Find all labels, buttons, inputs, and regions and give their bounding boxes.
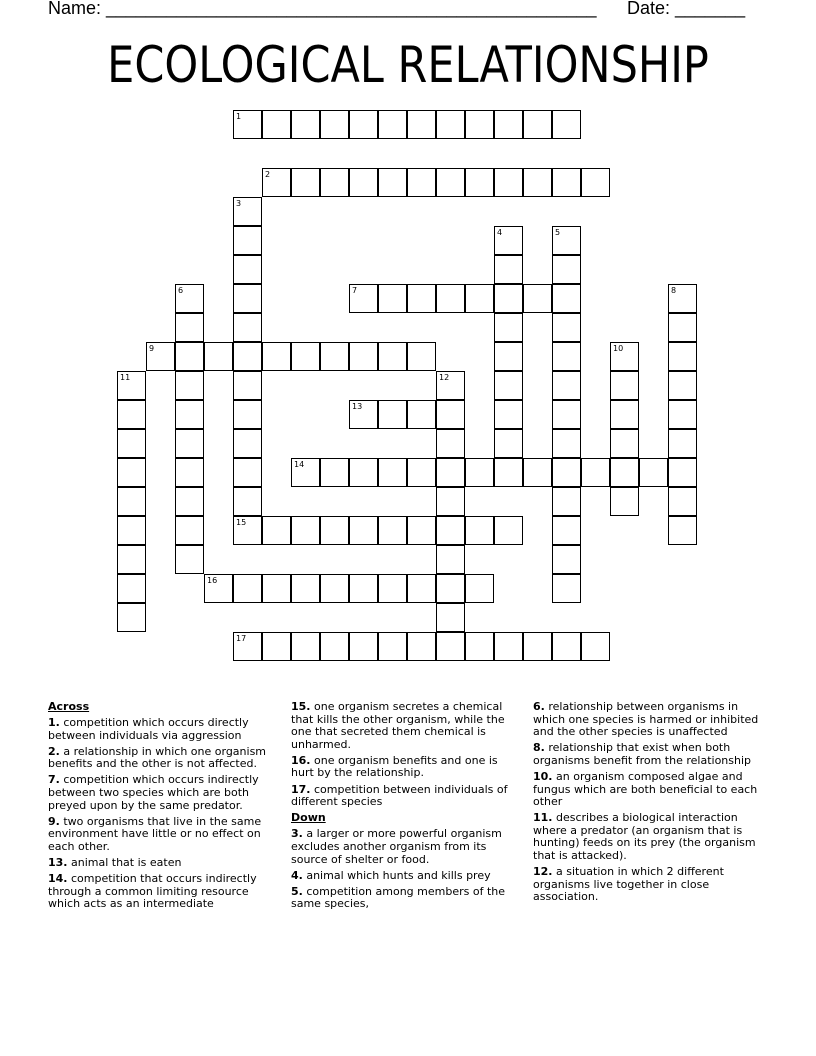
grid-cell[interactable] (233, 487, 262, 516)
grid-cell[interactable] (465, 284, 494, 313)
grid-cell[interactable] (465, 516, 494, 545)
grid-cell[interactable] (407, 632, 436, 661)
grid-cell[interactable] (233, 226, 262, 255)
grid-cell[interactable] (523, 110, 552, 139)
clue-across-16 (291, 755, 523, 780)
cell-number: 17 (236, 634, 247, 643)
grid-cell[interactable] (349, 574, 378, 603)
grid-cell[interactable] (117, 371, 146, 400)
clue-number: 12. (533, 865, 553, 879)
grid-cell[interactable] (436, 110, 465, 139)
clue-text: relationship between organisms in which one species is harmed or inhibited and the other species is unaffected (533, 700, 759, 739)
grid-cell[interactable] (349, 458, 378, 487)
clue-number: 14. (48, 872, 68, 886)
grid-cell[interactable] (233, 255, 262, 284)
clue-down-4 (291, 870, 523, 883)
clue-column-2 (291, 701, 523, 914)
clue-across-14 (48, 873, 280, 911)
grid-cell[interactable] (581, 632, 610, 661)
grid-cell[interactable] (378, 574, 407, 603)
clue-text: one organism secretes a chemical that kills the other organism, while the one that secreted them chemical is unharmed. (291, 700, 505, 751)
clue-text: competition among members of the same species, (291, 884, 506, 911)
grid-cell[interactable] (523, 168, 552, 197)
clue-down-10 (533, 771, 769, 809)
grid-cell[interactable] (378, 284, 407, 313)
grid-cell[interactable] (494, 516, 523, 545)
grid-cell[interactable] (610, 400, 639, 429)
grid-cell[interactable] (175, 487, 204, 516)
grid-cell[interactable] (552, 429, 581, 458)
grid-cell[interactable] (175, 284, 204, 313)
clue-number: 4. (291, 868, 303, 882)
grid-cell[interactable] (117, 574, 146, 603)
grid-cell[interactable] (668, 284, 697, 313)
clue-text: describes a biological interaction where a predator (an organism that is hunting) feeds on its prey (the organism that is attacked). (533, 811, 756, 863)
clue-text: animal that is eaten (71, 856, 182, 870)
grid-cell[interactable] (175, 371, 204, 400)
clue-text: relationship that exist when both organisms benefit from the relationship (533, 741, 752, 767)
clue-across-1 (48, 717, 280, 742)
grid-cell[interactable] (436, 168, 465, 197)
grid-cell[interactable] (291, 516, 320, 545)
grid-cell[interactable] (581, 168, 610, 197)
clue-column-1 (48, 701, 280, 914)
clue-number: 1. (48, 716, 60, 730)
clue-across-17 (291, 784, 523, 809)
cell-number: 5 (555, 228, 561, 237)
grid-cell[interactable] (552, 632, 581, 661)
grid-cell[interactable] (494, 313, 523, 342)
grid-cell[interactable] (378, 110, 407, 139)
cell-number: 3 (236, 199, 242, 208)
grid-cell[interactable] (349, 342, 378, 371)
grid-cell[interactable] (233, 574, 262, 603)
grid-cell[interactable] (407, 574, 436, 603)
name-field-label: Name: _________________________________________________ (48, 0, 597, 18)
cell-number: 13 (352, 402, 363, 411)
grid-cell[interactable] (610, 458, 639, 487)
clue-text: competition which occurs directly between individuals via aggression (48, 716, 249, 742)
grid-cell[interactable] (320, 168, 349, 197)
cell-number: 7 (352, 286, 358, 295)
clue-number: 10. (533, 769, 553, 783)
grid-cell[interactable] (552, 487, 581, 516)
clue-text: a larger or more powerful organism excludes another organism from its source of shelter or food. (291, 827, 502, 866)
clue-number: 15. (291, 700, 311, 713)
grid-cell[interactable] (465, 574, 494, 603)
clue-text: one organism benefits and one is hurt by the relationship. (291, 753, 498, 780)
grid-cell[interactable] (552, 545, 581, 574)
cell-number: 4 (497, 228, 503, 237)
cell-number: 12 (439, 373, 450, 382)
grid-cell[interactable] (494, 284, 523, 313)
cell-number: 11 (120, 373, 131, 382)
grid-cell[interactable] (262, 110, 291, 139)
clue-down-8 (533, 742, 769, 767)
clue-text: two organisms that live in the same environment have little or no effect on each other. (48, 814, 262, 853)
grid-cell[interactable] (552, 255, 581, 284)
grid-cell[interactable] (610, 429, 639, 458)
clue-across-13 (48, 857, 280, 870)
grid-cell[interactable] (436, 458, 465, 487)
grid-cell[interactable] (262, 516, 291, 545)
clue-text: an organism composed algae and fungus which are both beneficial to each other (533, 769, 758, 809)
clue-number: 16. (291, 753, 311, 767)
grid-cell[interactable] (291, 168, 320, 197)
grid-cell[interactable] (465, 632, 494, 661)
grid-cell[interactable] (378, 400, 407, 429)
grid-cell[interactable] (494, 458, 523, 487)
clue-text: competition that occurs indirectly through a common limiting resource which acts as an intermediate (48, 872, 257, 911)
grid-cell[interactable] (668, 487, 697, 516)
grid-cell[interactable] (494, 255, 523, 284)
clue-text: a situation in which 2 different organisms live together in close association. (533, 865, 724, 904)
grid-cell[interactable] (436, 429, 465, 458)
grid-cell[interactable] (233, 371, 262, 400)
clue-across-15 (291, 701, 523, 751)
grid-cell[interactable] (117, 429, 146, 458)
grid-cell[interactable] (668, 313, 697, 342)
clue-number: 2. (48, 744, 60, 758)
grid-cell[interactable] (407, 458, 436, 487)
grid-cell[interactable] (204, 574, 233, 603)
grid-cell[interactable] (175, 342, 204, 371)
grid-cell[interactable] (291, 574, 320, 603)
grid-cell[interactable] (407, 168, 436, 197)
grid-cell[interactable] (204, 342, 233, 371)
grid-cell[interactable] (117, 400, 146, 429)
grid-cell[interactable] (233, 313, 262, 342)
grid-cell[interactable] (552, 371, 581, 400)
grid-cell[interactable] (117, 603, 146, 632)
clue-text: a relationship in which one organism benefits and the other is not affected. (48, 744, 267, 771)
across-heading: Across (48, 700, 90, 713)
cell-number: 15 (236, 518, 247, 527)
grid-cell[interactable] (262, 168, 291, 197)
grid-cell[interactable] (378, 458, 407, 487)
grid-cell[interactable] (494, 110, 523, 139)
grid-cell[interactable] (494, 226, 523, 255)
grid-cell[interactable] (291, 342, 320, 371)
grid-cell[interactable] (668, 371, 697, 400)
clue-across-9 (48, 816, 280, 854)
grid-cell[interactable] (465, 168, 494, 197)
cell-number: 6 (178, 286, 184, 295)
grid-cell[interactable] (407, 110, 436, 139)
grid-cell[interactable] (668, 516, 697, 545)
grid-cell[interactable] (175, 429, 204, 458)
grid-cell[interactable] (552, 458, 581, 487)
grid-cell[interactable] (233, 632, 262, 661)
clue-text: competition which occurs indirectly between two species which are both preyed upon by the same predator. (48, 773, 259, 812)
grid-cell[interactable] (436, 632, 465, 661)
clue-down-3 (291, 828, 523, 866)
cell-number: 14 (294, 460, 305, 469)
cell-number: 10 (613, 344, 624, 353)
grid-cell[interactable] (320, 458, 349, 487)
grid-cell[interactable] (610, 342, 639, 371)
grid-cell[interactable] (175, 313, 204, 342)
grid-cell[interactable] (175, 400, 204, 429)
grid-cell[interactable] (552, 226, 581, 255)
clue-down-11 (533, 812, 769, 862)
grid-cell[interactable] (291, 110, 320, 139)
grid-cell[interactable] (378, 168, 407, 197)
grid-cell[interactable] (668, 458, 697, 487)
clue-number: 7. (48, 773, 60, 787)
grid-cell[interactable] (436, 371, 465, 400)
grid-cell[interactable] (523, 632, 552, 661)
grid-cell[interactable] (610, 487, 639, 516)
grid-cell[interactable] (349, 632, 378, 661)
grid-cell[interactable] (320, 574, 349, 603)
grid-cell[interactable] (175, 545, 204, 574)
grid-cell[interactable] (552, 313, 581, 342)
grid-cell[interactable] (378, 516, 407, 545)
grid-cell[interactable] (552, 516, 581, 545)
grid-cell[interactable] (494, 342, 523, 371)
grid-cell[interactable] (436, 603, 465, 632)
clue-number: 11. (533, 811, 553, 825)
cell-number: 1 (236, 112, 242, 121)
grid-cell[interactable] (233, 516, 262, 545)
grid-cell[interactable] (494, 632, 523, 661)
grid-cell[interactable] (233, 400, 262, 429)
grid-cell[interactable] (494, 400, 523, 429)
grid-cell[interactable] (175, 516, 204, 545)
grid-cell[interactable] (436, 545, 465, 574)
grid-cell[interactable] (233, 197, 262, 226)
grid-cell[interactable] (494, 371, 523, 400)
grid-cell[interactable] (552, 342, 581, 371)
grid-cell[interactable] (436, 574, 465, 603)
grid-cell[interactable] (175, 458, 204, 487)
cell-number: 8 (671, 286, 677, 295)
grid-cell[interactable] (146, 342, 175, 371)
grid-cell[interactable] (233, 342, 262, 371)
date-field-label: Date: _______ (627, 0, 746, 18)
grid-cell[interactable] (262, 574, 291, 603)
clue-number: 3. (291, 827, 303, 841)
clue-number: 6. (533, 700, 545, 713)
grid-cell[interactable] (320, 632, 349, 661)
grid-cell[interactable] (117, 487, 146, 516)
grid-cell[interactable] (117, 516, 146, 545)
page-title: ECOLOGICAL RELATIONSHIP (107, 36, 709, 94)
grid-cell[interactable] (407, 400, 436, 429)
clue-number: 17. (291, 782, 311, 796)
grid-cell[interactable] (494, 429, 523, 458)
grid-cell[interactable] (610, 371, 639, 400)
grid-cell[interactable] (291, 458, 320, 487)
clue-text: animal which hunts and kills prey (306, 868, 491, 882)
grid-cell[interactable] (523, 458, 552, 487)
grid-cell[interactable] (436, 516, 465, 545)
grid-cell[interactable] (552, 110, 581, 139)
grid-cell[interactable] (436, 487, 465, 516)
grid-cell[interactable] (233, 284, 262, 313)
grid-cell[interactable] (668, 429, 697, 458)
grid-cell[interactable] (465, 110, 494, 139)
grid-cell[interactable] (262, 342, 291, 371)
grid-cell[interactable] (436, 284, 465, 313)
grid-cell[interactable] (320, 516, 349, 545)
cell-number: 9 (149, 344, 155, 353)
grid-cell[interactable] (349, 168, 378, 197)
grid-cell[interactable] (639, 458, 668, 487)
clue-across-2 (48, 746, 280, 771)
grid-cell[interactable] (349, 110, 378, 139)
grid-cell[interactable] (668, 400, 697, 429)
grid-cell[interactable] (581, 458, 610, 487)
clue-number: 5. (291, 884, 303, 898)
grid-cell[interactable] (378, 342, 407, 371)
grid-cell[interactable] (117, 458, 146, 487)
grid-cell[interactable] (233, 429, 262, 458)
clue-down-12 (533, 866, 769, 904)
grid-cell[interactable] (320, 342, 349, 371)
grid-cell[interactable] (494, 168, 523, 197)
grid-cell[interactable] (668, 342, 697, 371)
cell-number: 16 (207, 576, 218, 585)
clue-number: 9. (48, 814, 60, 828)
clue-down-6 (533, 701, 769, 739)
down-heading: Down (291, 811, 326, 825)
grid-cell[interactable] (349, 284, 378, 313)
grid-cell[interactable] (349, 400, 378, 429)
grid-cell[interactable] (552, 400, 581, 429)
grid-cell[interactable] (407, 516, 436, 545)
grid-cell[interactable] (523, 284, 552, 313)
clue-column-3 (533, 701, 769, 907)
grid-cell[interactable] (262, 632, 291, 661)
grid-cell[interactable] (349, 516, 378, 545)
clue-across-7 (48, 774, 280, 812)
clue-number: 8. (533, 741, 545, 755)
clue-number: 13. (48, 856, 68, 870)
grid-cell[interactable] (407, 342, 436, 371)
grid-cell[interactable] (407, 284, 436, 313)
clue-down-5 (291, 886, 523, 911)
grid-cell[interactable] (552, 168, 581, 197)
grid-cell[interactable] (291, 632, 320, 661)
cell-number: 2 (265, 170, 271, 179)
grid-cell[interactable] (233, 458, 262, 487)
grid-cell[interactable] (378, 632, 407, 661)
grid-cell[interactable] (552, 574, 581, 603)
clue-text: competition between individuals of different species (291, 782, 508, 809)
grid-cell[interactable] (436, 400, 465, 429)
grid-cell[interactable] (233, 110, 262, 139)
grid-cell[interactable] (465, 458, 494, 487)
grid-cell[interactable] (320, 110, 349, 139)
grid-cell[interactable] (552, 284, 581, 313)
grid-cell[interactable] (117, 545, 146, 574)
